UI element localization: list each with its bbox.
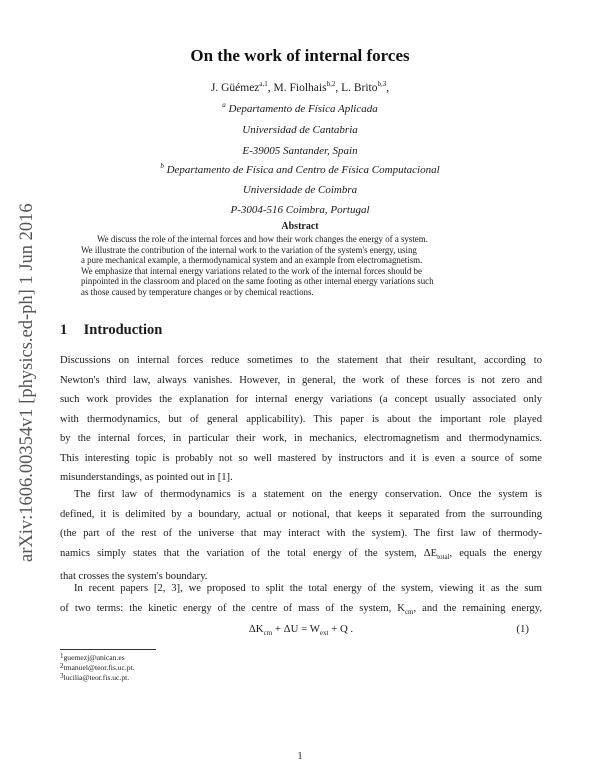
equation-1	[60, 623, 542, 641]
body-line: (the part of the rest of the universe that may interact with the system). The first law of thermody-	[60, 528, 542, 539]
abstract-line: We illustrate the contribution of the internal work to the variation of the system's energy, using	[81, 244, 417, 255]
page-number: 1	[297, 751, 303, 762]
abstract-body	[81, 234, 519, 298]
equation-number: (1)	[516, 623, 529, 635]
author-name: M. Fiolhais	[273, 82, 327, 94]
footnote-1: $^1$guemezj@unican.es	[60, 652, 125, 662]
paper-title: On the work of internal forces	[190, 46, 410, 65]
author-name: J. Güémez	[210, 82, 260, 94]
arxiv-stamp: arXiv:1606.00354v1 [physics.ed-ph] 1 Jun 2016	[17, 203, 37, 563]
affiliation-mark: a	[222, 101, 226, 109]
body-line: In recent papers [2, 3], we proposed to split the total energy of the system, viewing it as the sum	[74, 583, 542, 594]
section-heading	[60, 322, 162, 339]
affiliation-b-line: $^b$ Departamento de Física and Centro de Física Computacional	[160, 162, 440, 176]
paragraph-3	[60, 579, 542, 622]
section-number: 1	[60, 322, 68, 338]
affiliation-mark: b	[160, 162, 164, 170]
body-line: by the internal forces, in particular their work, in mechanics, electromagnetism and thermodynamics.	[60, 433, 542, 444]
abstract-line: We emphasize that internal energy variations related to the work of the internal forces should be	[81, 265, 422, 276]
author-name: L. Brito	[341, 82, 378, 94]
section-title: Introduction	[83, 322, 163, 338]
body-line: such work provides the explanation for internal energy variations (a concept usually associated only	[60, 394, 542, 405]
equation-expression: $\Delta K_{cm} + \Delta U = W_{ext} + Q$ .	[248, 623, 354, 638]
body-line: Discussions on internal forces reduce sometimes to the statement that their resultant, according to	[60, 355, 542, 366]
body-line: of two terms: the kinetic energy of the centre of mass of the system, $K_{cm}$, and the remaining energy,	[60, 602, 542, 616]
abstract-line: a pure mechanical example, a thermodynamical system and an example from electromagnetism.	[81, 255, 423, 266]
abstract-line: pinpointed in the classroom and placed on the same footing as other internal energy variations such	[81, 276, 434, 287]
body-line: This interesting topic is probably not so well mastered by instructors and it is even a source of some	[60, 452, 542, 464]
footnote-3: $^3$lucilia@teor.fis.uc.pt.	[60, 672, 130, 682]
body-line: misunderstandings, as pointed out in [1].	[60, 472, 233, 483]
body-line: that crosses the system's boundary.	[60, 571, 208, 583]
body-line: namics simply states that the variation of the total energy of the system, $\Delta E_{total}$, equals the energy	[60, 547, 542, 561]
affiliation-a-line: Universidad de Cantabria	[242, 124, 358, 136]
author-affil-mark: a,1	[259, 80, 268, 88]
paragraph-2	[60, 485, 542, 587]
body-line: with thermodynamics, but of general applicability). This paper is about the important role played	[60, 413, 542, 425]
affiliation-b-line: P-3004-516 Coimbra, Portugal	[230, 204, 370, 216]
author-affil-mark: b,2	[326, 80, 336, 88]
paragraph-1	[60, 351, 542, 488]
abstract-line: We discuss the role of the internal forces and how their work changes the energy of a system.	[97, 234, 428, 244]
affiliation-a-line: E-39005 Santander, Spain	[242, 145, 358, 157]
abstract-line: as those caused by temperature changes or by chemical reactions.	[81, 286, 314, 297]
abstract-heading: Abstract	[281, 221, 319, 232]
footnote-2: $^2$tmanuel@teor.fis.uc.pt.	[60, 662, 135, 672]
affiliation-a-line: $^a$ Departamento de Física Aplicada	[222, 101, 378, 115]
body-line: The first law of thermodynamics is a statement on the energy conservation. Once the system is	[74, 489, 542, 500]
author-affil-mark: b,3	[377, 80, 387, 88]
author-list: J. Güémez$^{a,1}$, M. Fiolhais$^{b,2}$, L. Brito$^{b,3}$,	[210, 80, 390, 94]
body-line: defined, it is delimited by a boundary, actual or notional, that keeps it separated from the surrounding	[60, 508, 542, 520]
footnote-rule	[60, 649, 156, 650]
affiliation-b-line: Universidade de Coimbra	[242, 184, 358, 196]
body-line: Newton's third law, always vanishes. However, in general, the work of these forces is not zero and	[60, 374, 542, 386]
